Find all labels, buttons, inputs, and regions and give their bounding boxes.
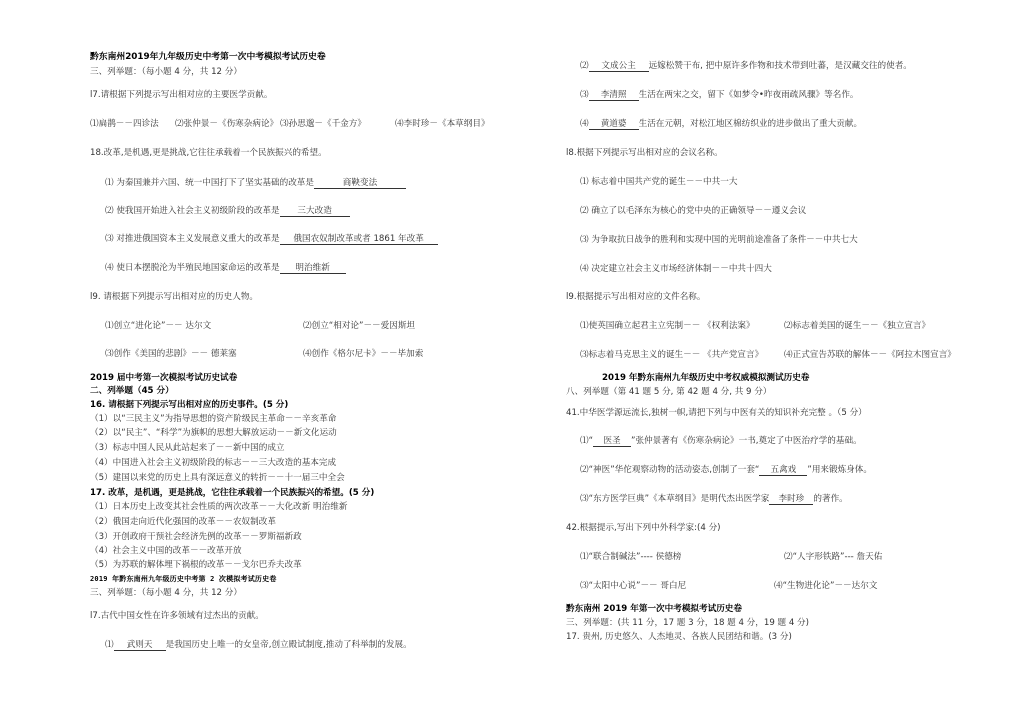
exam2-q17-item: （4）社会主义中国的改革－－改革开放 [90, 546, 242, 556]
q41-blank-1: 医圣 [593, 436, 631, 447]
q19-prompt: l9. 请根据下列提示写出相对应的历史人物。 [90, 292, 259, 302]
r-q17-item-3: ⑶ 李清照 生活在两宋之交，留下《如梦令•昨夜雨疏风骤》等名作。 [580, 90, 859, 100]
q41-item-1: ⑴“ 医圣 ”张仲景著有《伤寒杂病论》一书,奠定了中医治疗学的基础。 [580, 436, 862, 446]
exam2-q16-item: （3）标志中国人民从此站起来了－－新中国的成立 [90, 443, 285, 453]
q42-item-4: ⑷“生物进化论”－－达尔文 [774, 581, 878, 591]
q42-item-1: ⑴“联合制碱法”---- 侯德榜 [580, 552, 682, 562]
q41-item-3: ⑶“东方医学巨典”《本草纲目》是明代杰出医学家 李时珍 的著作。 [580, 494, 848, 504]
q18-item-2: ⑵ 使我国开始进入社会主义初级阶段的改革是 三大改造 [105, 206, 350, 217]
exam3-title: 2019 年黔东南州九年级历史中考第 2 次模拟考试历史卷 [90, 575, 277, 583]
r-q19-item-3: ⑶标志着马克思主义的诞生－－ 《共产党宣言》 [580, 350, 764, 360]
exam1-title: 黔东南州2019年九年级历史中考第一次中考模拟考试历史卷 [90, 52, 326, 62]
q41-item-2: ⑵“神医”华佗观察动物的活动姿态,创制了一套“ 五禽戏 ”用来锻炼身体。 [580, 465, 872, 475]
q18-item-4: ⑷ 使日本摆脱沦为半殖民地国家命运的改革是 明治维新 [105, 263, 346, 274]
exam2-title: 2019 届中考第一次模拟考试历史试卷 [90, 373, 238, 383]
q18-blank-2: 三大改造 [280, 206, 350, 217]
q19-item-3: ⑶创作《美国的悲剧》－－ 德莱塞 [105, 349, 237, 359]
q41-prompt: 41.中华医学源远流长,独树一帜,请把下列与中医有关的知识补充完整 。（5 分） [566, 408, 867, 418]
exam3-section: 三、列举题：（每小题 4 分，共 12 分） [90, 588, 242, 598]
exam2-q17-item: （1）日本历史上改变其社会性质的两次改革－－大化改新 明治维新 [90, 502, 348, 512]
exam3-q17-item-1: ⑴ 武则天 是我国历史上唯一的女皇帝,创立殿试制度,推动了科举制的发展。 [105, 640, 412, 650]
exam2-q16: 16. 请根据下列提示写出相对应的历史事件。(5 分) [90, 400, 289, 410]
q17-answer-4: ⑷李时珍－《本草纲目》 [395, 119, 490, 129]
exam2-q16-item: （1）以“三民主义”为指导思想的资产阶级民主革命－－辛亥革命 [90, 414, 337, 424]
q17-answer-3: ⑶孙思邈－《千金方》 [280, 119, 366, 129]
exam4-title: 2019 年黔东南州九年级历史中考权威模拟测试历史卷 [602, 373, 810, 383]
q17-prompt: l7.请根据下列提示写出相对应的主要医学贡献。 [90, 90, 273, 100]
exam2-q17: 17. 改革，是机遇，更是挑战，它往往承载着一个民族振兴的希望。(5 分) [90, 488, 375, 498]
q42-item-3: ⑶“太阳中心说”－－ 哥白尼 [580, 581, 687, 591]
r-q19-prompt: l9.根据提示写出相对应的文件名称。 [566, 292, 706, 302]
exam2-q16-item: （5）建国以来党的历史上具有深远意义的转折－－十一届三中全会 [90, 473, 345, 483]
q18-blank-1: 商鞅变法 [314, 178, 406, 189]
r-q17-item-4: ⑷ 黄道婆 生活在元朝，对松江地区棉纺织业的进步做出了重大贡献。 [580, 119, 863, 129]
r-q18-item-1: ⑴ 标志着中国共产党的诞生－－中共一大 [580, 177, 738, 187]
q18-blank-3: 俄国农奴制改革或者 1861 年改革 [280, 234, 438, 245]
q19-item-2: ⑵创立“相对论”－－爱因斯坦 [303, 321, 416, 331]
q17-answer-1: ⑴扁鹊－－四诊法 [90, 119, 159, 129]
exam2-section: 二、列举题（45 分） [90, 386, 174, 396]
r-q17-blank-2: 文成公主 [589, 61, 649, 72]
q18-item-1: ⑴ 为秦国兼并六国、统一中国打下了坚实基础的改革是 商鞅变法 [105, 178, 406, 189]
r-q19-item-2: ⑵标志着美国的诞生－－《独立宣言》 [784, 321, 931, 331]
q19-item-1: ⑴创立“进化论”－－ 达尔文 [105, 321, 212, 331]
q19-item-4: ⑷创作《格尔尼卡》－－毕加索 [303, 349, 424, 359]
r-q17-item-2: ⑵ 文成公主 远嫁松赞干布, 把中原许多作物和技术带到吐蕃，是汉藏交往的使者。 [580, 61, 912, 71]
q18-prompt: 18.改革,是机遇,更是挑战,它往往承载着一个民族振兴的希望。 [90, 148, 327, 158]
q18-item-3: ⑶ 对推进俄国资本主义发展意义重大的改革是 俄国农奴制改革或者 1861 年改革 [105, 234, 438, 245]
r-q17-blank-4: 黄道婆 [589, 119, 639, 130]
r-q19-item-1: ⑴使英国确立起君主立宪制－－ 《权利法案》 [580, 321, 755, 331]
exam1-section: 三、列举题：（每小题 4 分，共 12 分） [90, 67, 242, 77]
r-q17-blank-3: 李清照 [589, 90, 639, 101]
exam5-title: 黔东南州 2019 年第一次中考模拟考试历史卷 [566, 604, 742, 614]
r-q18-prompt: l8.根据下列提示写出相对应的会议名称。 [566, 148, 723, 158]
exam5-q17-prompt: 17. 贵州, 历史悠久、人杰地灵、各族人民团结和谐。(3 分) [566, 632, 792, 642]
exam2-q17-item: （5）为苏联的解体埋下祸根的改革－－戈尔巴乔夫改革 [90, 560, 302, 570]
exam3-q17-prompt: l7.古代中国女性在许多领域有过杰出的贡献。 [90, 611, 264, 621]
exam3-q17-blank-1: 武则天 [114, 640, 166, 651]
q17-answer-2: ⑵张仲景－《伤寒杂病论》 [175, 119, 279, 129]
r-q19-item-4: ⑷正式宣告苏联的解体－－《阿拉木图宣言》 [784, 350, 956, 360]
r-q18-item-2: ⑵ 确立了以毛泽东为核心的党中央的正确领导－－遵义会议 [580, 206, 807, 216]
exam2-q16-item: （2）以“民主”、“科学”为旗帜的思想大解放运动－－新文化运动 [90, 428, 337, 438]
exam5-section: 三、列举题：(共 11 分，17 题 3 分，18 题 4 分，19 题 4 分) [566, 618, 809, 628]
q41-blank-3: 李时珍 [769, 494, 813, 505]
exam4-section: 八、列举题（第 41 题 5 分, 第 42 题 4 分, 共 9 分） [566, 387, 772, 397]
r-q18-item-3: ⑶ 为争取抗日战争的胜利和实现中国的光明前途准备了条件－－中共七大 [580, 235, 858, 245]
r-q18-item-4: ⑷ 决定建立社会主义市场经济体制－－中共十四大 [580, 264, 772, 274]
q42-item-2: ⑵“人字形铁路”--- 詹天佑 [784, 552, 883, 562]
q42-prompt: 42.根据提示,写出下列中外科学家:(4 分) [566, 523, 721, 533]
q41-blank-2: 五禽戏 [759, 465, 807, 476]
exam2-q16-item: （4）中国进入社会主义初级阶段的标志－－三大改造的基本完成 [90, 458, 337, 468]
exam2-q17-item: （2）俄国走向近代化强国的改革－－农奴制改革 [90, 517, 276, 527]
q18-blank-4: 明治维新 [280, 263, 346, 274]
exam2-q17-item: （3）开创政府干预社会经济先例的改革－－罗斯福新政 [90, 532, 302, 542]
